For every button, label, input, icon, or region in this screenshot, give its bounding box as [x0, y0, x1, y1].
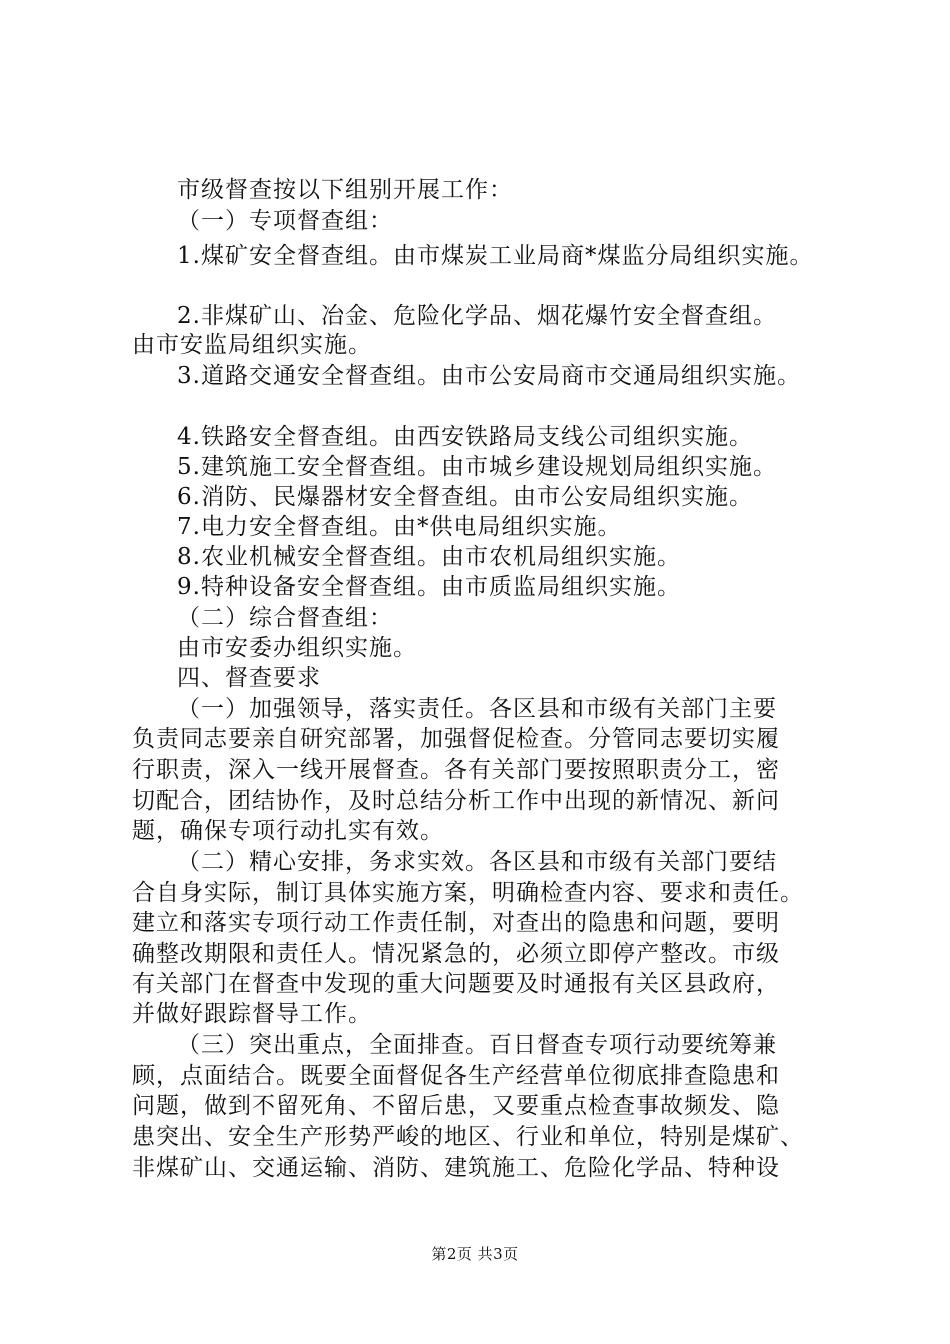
text-line: （一）专项督查组：: [177, 208, 393, 234]
text-line: （二）综合督查组：: [177, 605, 393, 631]
text-line: （三）突出重点，全面排查。百日督查专项行动要统筹兼: [177, 1032, 777, 1058]
text-line: 患突出、安全生产形势严峻的地区、行业和单位，特别是煤矿、: [132, 1124, 804, 1150]
text-line: 合自身实际，制订具体实施方案，明确检查内容、要求和责任。: [132, 880, 804, 906]
text-line: 9.特种设备安全督查组。由市质监局组织实施。: [177, 574, 681, 600]
text-line: 并做好跟踪督导工作。: [132, 1001, 372, 1027]
text-line: 市级督查按以下组别开展工作：: [177, 177, 513, 203]
text-line: 切配合，团结协作，及时总结分析工作中出现的新情况、新问: [132, 788, 780, 814]
text-line: 有关部门在督查中发现的重大问题要及时通报有关区县政府，: [132, 971, 780, 997]
text-line: 5.建筑施工安全督查组。由市城乡建设规划局组织实施。: [177, 454, 777, 480]
text-line: 由市安委办组织实施。: [177, 635, 417, 661]
text-line: 4.铁路安全督查组。由西安铁路局支线公司组织实施。: [177, 424, 753, 450]
text-line: 7.电力安全督查组。由*供电局组织实施。: [177, 514, 622, 540]
text-line: （一）加强领导，落实责任。各区县和市级有关部门主要: [177, 696, 777, 722]
text-line: （二）精心安排，务求实效。各区县和市级有关部门要结: [177, 849, 777, 875]
text-line: 由市安监局组织实施。: [132, 332, 372, 358]
text-line: 非煤矿山、交通运输、消防、建筑施工、危险化学品、特种设: [132, 1155, 780, 1181]
text-line: 6.消防、民爆器材安全督查组。由市公安局组织实施。: [177, 484, 753, 510]
text-line: 负责同志要亲自研究部署，加强督促检查。分管同志要切实履: [132, 726, 780, 752]
section-heading: 四、督查要求: [177, 665, 321, 691]
page-number-footer: 第2页 共3页: [431, 1245, 519, 1263]
text-line: 题，确保专项行动扎实有效。: [132, 818, 444, 844]
text-line: 1.煤矿安全督查组。由市煤炭工业局商*煤监分局组织实施。: [177, 243, 814, 269]
text-line: 行职责，深入一线开展督查。各有关部门要按照职责分工，密: [132, 757, 780, 783]
text-line: 问题，做到不留死角、不留后患，又要重点检查事故频发、隐: [132, 1093, 780, 1119]
text-line: 确整改期限和责任人。情况紧急的，必须立即停产整改。市级: [132, 941, 780, 967]
text-line: 顾，点面结合。既要全面督促各生产经营单位彻底排查隐患和: [132, 1063, 780, 1089]
text-line: 2.非煤矿山、冶金、危险化学品、烟花爆竹安全督查组。: [177, 303, 777, 329]
text-line: 8.农业机械安全督查组。由市农机局组织实施。: [177, 544, 681, 570]
text-line: 3.道路交通安全督查组。由市公安局商市交通局组织实施。: [177, 363, 801, 389]
text-line: 建立和落实专项行动工作责任制，对查出的隐患和问题，要明: [132, 910, 780, 936]
